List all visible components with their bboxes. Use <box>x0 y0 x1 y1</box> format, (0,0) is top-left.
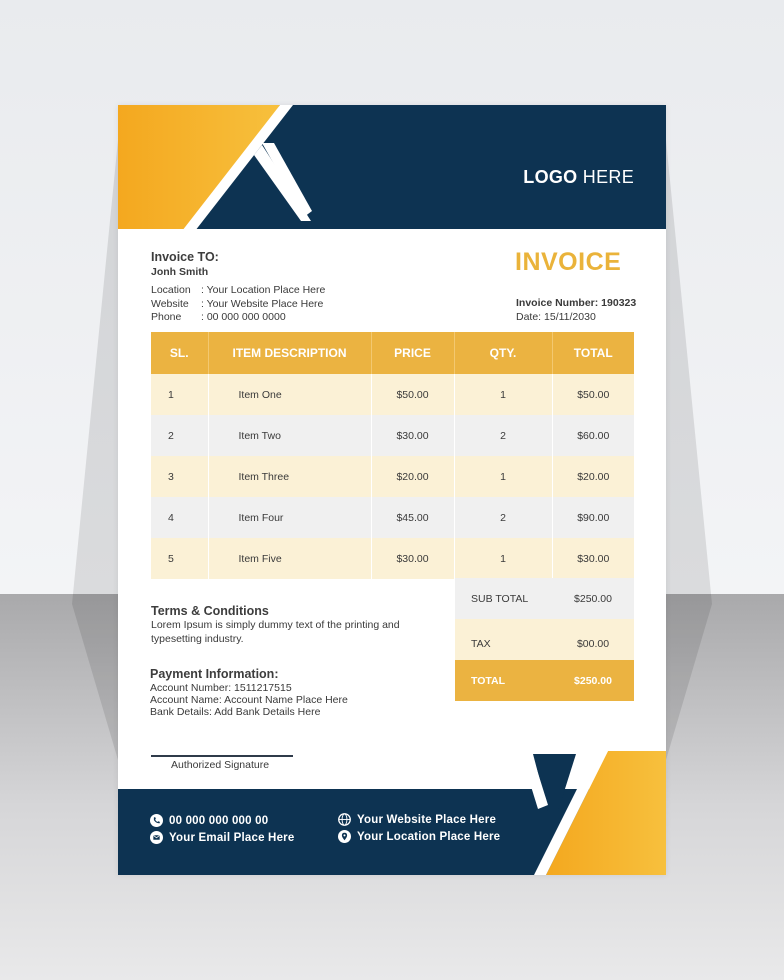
bank-details: Bank Details: Add Bank Details Here <box>150 706 321 718</box>
invoice-meta <box>516 296 636 324</box>
footer-website: Your Website Place Here <box>338 813 496 826</box>
subtotal-label: SUB TOTAL <box>471 592 529 605</box>
cell-qty: 2 <box>454 497 552 538</box>
invoice-number: Invoice Number: 190323 <box>516 297 637 309</box>
col-header-sl: SL. <box>151 332 208 374</box>
cell-price: $45.00 <box>371 497 454 538</box>
account-number: Account Number: 1511217515 <box>150 682 292 694</box>
location-pin-icon <box>338 830 351 843</box>
terms-title: Terms & Conditions <box>151 604 269 618</box>
subtotal-value: $250.00 <box>574 592 612 605</box>
cell-sl: 2 <box>151 415 208 456</box>
cell-total: $50.00 <box>552 374 634 415</box>
col-header-total: TOTAL <box>552 332 634 374</box>
client-name: Jonh Smith <box>151 266 209 278</box>
invoice-to-block <box>151 250 325 325</box>
cell-qty: 2 <box>454 415 552 456</box>
table-row <box>151 497 634 538</box>
cell-description: Item Five <box>208 538 371 579</box>
grand-total-row <box>455 660 634 701</box>
invoice-to-title: Invoice TO: <box>151 250 219 264</box>
table-row <box>151 374 634 415</box>
phone-icon <box>150 814 163 827</box>
payment-title: Payment Information: <box>150 667 279 681</box>
cell-sl: 4 <box>151 497 208 538</box>
cell-total: $30.00 <box>552 538 634 579</box>
cell-qty: 1 <box>454 374 552 415</box>
cell-sl: 3 <box>151 456 208 497</box>
table-header-row <box>151 332 634 374</box>
items-table <box>151 332 634 579</box>
client-website-row: Website : Your Website Place Here <box>151 297 324 310</box>
account-name: Account Name: Account Name Place Here <box>150 694 348 706</box>
cell-total: $90.00 <box>552 497 634 538</box>
invoice-date: Date: 15/11/2030 <box>516 311 596 323</box>
footer-email: Your Email Place Here <box>150 831 294 844</box>
cell-qty: 1 <box>454 538 552 579</box>
tax-row <box>455 619 634 660</box>
cell-price: $30.00 <box>371 538 454 579</box>
cell-sl: 1 <box>151 374 208 415</box>
cell-description: Item One <box>208 374 371 415</box>
invoice-heading: INVOICE <box>515 248 622 276</box>
payment-section <box>150 667 348 718</box>
client-location-row: Location : Your Location Place Here <box>151 284 326 296</box>
globe-icon <box>338 813 351 826</box>
terms-section <box>151 604 421 646</box>
col-header-price: PRICE <box>371 332 454 374</box>
footer-phone: 00 000 000 000 00 <box>150 814 268 827</box>
tax-value: $00.00 <box>576 637 610 650</box>
signature-label: Authorized Signature <box>171 759 270 771</box>
col-header-qty: QTY. <box>454 332 552 374</box>
cell-sl: 5 <box>151 538 208 579</box>
table-row <box>151 456 634 497</box>
col-header-description: ITEM DESCRIPTION <box>208 332 371 374</box>
subtotal-row <box>455 578 634 619</box>
invoice-sheet <box>118 105 666 875</box>
cell-total: $60.00 <box>552 415 634 456</box>
terms-text: Lorem Ipsum is simply dummy text of the printing and typesetting industry. <box>151 619 400 645</box>
cell-description: Item Four <box>208 497 371 538</box>
grand-total-value: $250.00 <box>574 674 612 687</box>
table-row <box>151 415 634 456</box>
cell-total: $20.00 <box>552 456 634 497</box>
table-row <box>151 538 634 579</box>
cell-qty: 1 <box>454 456 552 497</box>
client-phone-row: Phone : 00 000 000 0000 <box>151 311 286 323</box>
email-icon <box>150 831 163 844</box>
footer-location: Your Location Place Here <box>338 830 500 843</box>
cell-description: Item Three <box>208 456 371 497</box>
cell-price: $50.00 <box>371 374 454 415</box>
totals-block <box>455 578 634 701</box>
cell-price: $20.00 <box>371 456 454 497</box>
cell-price: $30.00 <box>371 415 454 456</box>
tax-label: TAX <box>471 637 491 650</box>
company-logo: LOGO HERE <box>523 167 634 187</box>
cell-description: Item Two <box>208 415 371 456</box>
grand-total-label: TOTAL <box>471 674 506 687</box>
